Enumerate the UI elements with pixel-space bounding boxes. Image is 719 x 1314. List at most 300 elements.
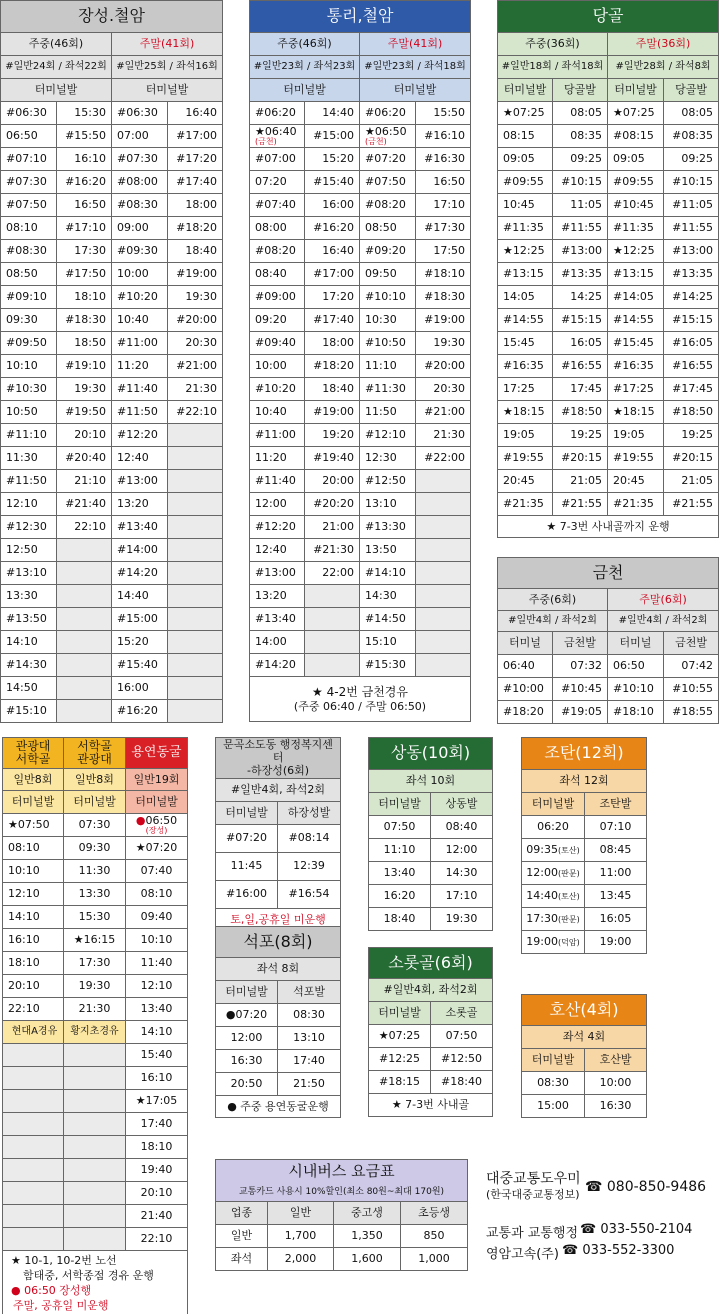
time-cell [305,654,360,677]
time-cell: 17:40 [278,1050,341,1073]
time-cell [3,1067,64,1090]
time-cell: ★07:25 [608,102,664,125]
time-cell: #18:30 [57,309,112,332]
time-cell: 13:50 [360,539,416,562]
time-cell: #10:20 [250,378,305,401]
time-cell: #10:45 [553,678,608,701]
time-cell [305,585,360,608]
time-cell [64,1159,126,1182]
table-row [498,240,719,263]
table-row [1,447,223,470]
time-cell: 15:00 [522,1095,585,1118]
time-cell: #13:30 [360,516,416,539]
time-cell: #10:50 [360,332,416,355]
time-cell: 20:45 [498,470,553,493]
time-cell: 18:10 [126,1136,188,1159]
mungok-note: 토,일,공휴일 미운행 [216,908,341,931]
time-cell: 19:40 [126,1159,188,1182]
table-row [498,470,719,493]
time-cell: #08:30 [1,240,57,263]
hosan-table [521,994,647,1118]
time-cell: 07:40 [126,860,188,883]
dot-icon: ● [225,1008,236,1022]
time-cell: 16:30 [585,1095,647,1118]
time-cell: 08:15 [498,125,553,148]
time-cell [3,1205,64,1228]
time-cell: #18:20 [168,217,223,240]
time-cell: #10:30 [1,378,57,401]
time-cell: 13:10 [360,493,416,516]
table-row [3,975,188,998]
table-row [498,355,719,378]
time-cell: #10:45 [608,194,664,217]
time-cell [416,516,471,539]
time-cell: #13:35 [664,263,719,286]
time-cell: 22:00 [305,562,360,585]
danggol-weekday-seats: #일반18회 / 좌석18회 [498,56,608,79]
time-cell: 10:50 [1,401,57,424]
table-row [216,1248,468,1271]
time-cell: 19:30 [431,908,493,931]
table-row [498,401,719,424]
table-row [1,585,223,608]
table-row [3,837,188,860]
sorotgol-col-1: 소롯골 [431,1002,493,1025]
table-row [3,1067,188,1090]
table-row [3,1182,188,1205]
sangdong-col-0: 터미널발 [369,793,431,816]
table-row [498,678,719,701]
time-cell: 1,600 [334,1248,401,1271]
time-cell [522,931,585,954]
table-row [1,378,223,401]
danggol-title: 당골 [498,1,719,33]
mungok-col-0: 터미널발 [216,801,278,824]
time-cell: #21:55 [664,493,719,516]
time-cell [416,608,471,631]
time-cell: 13:10 [278,1027,341,1050]
time-cell [522,885,585,908]
time-cell: #13:00 [553,240,608,263]
time-cell: 18:10 [57,286,112,309]
time-cell: 14:40 [305,102,360,125]
time-cell [3,1044,64,1067]
time-cell: #11:40 [250,470,305,493]
time-cell: 21:30 [64,998,126,1021]
time-cell: #14:30 [1,654,57,677]
time-cell: 15:50 [416,102,471,125]
time-cell [168,608,223,631]
time-cell: #14:55 [498,309,553,332]
time-cell: #19:00 [168,263,223,286]
time-cell: 13:30 [1,585,57,608]
table-row [498,447,719,470]
time-cell: #13:40 [250,608,305,631]
mungok-col-1: 하장성발 [278,801,341,824]
time-cell: ★12:25 [498,240,553,263]
table-row [250,631,471,654]
time-cell [522,862,585,885]
time-cell: 09:25 [664,148,719,171]
table-row [1,562,223,585]
table-row [522,908,647,931]
time-cell: 06:50 [1,125,57,148]
time-cell [416,562,471,585]
time-cell [168,447,223,470]
table-row [250,240,471,263]
contact-company-phone: ☎ 033-552-3300 [562,1243,675,1258]
danggol-weekend: 주말(36회) [608,33,719,56]
gwangwang-count-1: 일반8회 [3,769,64,791]
time-cell: 황지초경유 [64,1021,126,1044]
time-cell: #14:10 [360,562,416,585]
gwangwang-dep-3: 터미널발 [126,791,188,814]
time-cell: #14:05 [608,286,664,309]
time-cell: #11:00 [112,332,168,355]
time-cell: 21:30 [416,424,471,447]
sangdong-title: 상동(10회) [369,738,493,770]
tongri-weekday-dep: 터미널발 [250,79,360,102]
mungok-title: 문곡소도동 행정복지센터 -하장성(6회) [216,738,341,779]
time-cell: #14:20 [250,654,305,677]
table-row [3,883,188,906]
table-row [3,1113,188,1136]
seokpo-note-cell [216,1096,341,1118]
time-cell: #07:40 [250,194,305,217]
time-cell: 08:50 [1,263,57,286]
time-cell: 07:10 [585,816,647,839]
time-cell: 14:25 [553,286,608,309]
table-row [250,424,471,447]
time-cell: #17:10 [57,217,112,240]
time-cell: 09:20 [250,309,305,332]
table-row [522,1072,647,1095]
time-cell: 13:40 [126,998,188,1021]
table-row [1,608,223,631]
time-cell: #11:55 [553,217,608,240]
time-cell: 12:50 [1,539,57,562]
gwangwang-head-2: 서학골 관광대 [64,738,126,769]
time-cell: 16:00 [112,677,168,700]
jotan-time: 12:00 [526,866,558,880]
gwangwang-dep-1: 터미널발 [3,791,64,814]
contact-dept: 교통과 교통행정 [486,1226,579,1241]
time-cell: #07:00 [250,148,305,171]
time-cell: 22:10 [57,516,112,539]
time-cell: #17:25 [608,378,664,401]
time-cell: 19:30 [168,286,223,309]
time-cell: 22:10 [126,1228,188,1251]
time-cell: 10:10 [126,929,188,952]
time-cell: 16:10 [126,1067,188,1090]
time-cell: 15:30 [57,102,112,125]
time-cell: #21:00 [416,401,471,424]
time-cell: 16:20 [369,885,431,908]
seokpo-table [215,926,341,1118]
time-cell: #15:00 [305,125,360,148]
table-row [3,906,188,929]
time-cell: #16:55 [664,355,719,378]
table-row [3,814,188,837]
time-cell: ★06:50 (금천) [360,125,416,148]
time-cell: #09:55 [608,171,664,194]
route-annotation: (금천) [255,137,277,146]
time-cell [57,700,112,723]
time-cell: #18:20 [305,355,360,378]
time-cell: #07:20 [216,824,278,852]
time-cell: #17:30 [416,217,471,240]
jotan-time: 19:00 [526,935,558,949]
time-cell: 07:50 [369,816,431,839]
sangdong-seats: 좌석 10회 [369,770,493,793]
time-cell: #17:00 [305,263,360,286]
time-cell: 10:10 [1,355,57,378]
mungok-rows [216,824,341,908]
time-cell: ★16:15 [64,929,126,952]
time-cell: #18:10 [416,263,471,286]
jotan-route-note: (덕암) [558,938,580,948]
time-cell: 14:30 [431,862,493,885]
danggol-col-2: 터미널발 [608,79,664,102]
table-row [1,677,223,700]
time-cell: #12:10 [360,424,416,447]
time-cell: #13:40 [112,516,168,539]
table-row [250,562,471,585]
table-row [1,631,223,654]
time-cell: ★12:25 [608,240,664,263]
time-cell: #21:55 [553,493,608,516]
time-cell: #14:00 [112,539,168,562]
time-cell: #07:30 [112,148,168,171]
time-cell: #11:00 [250,424,305,447]
time-cell: 21:05 [664,470,719,493]
table-row [250,194,471,217]
time-cell [64,1205,126,1228]
time-cell: 16:05 [585,908,647,931]
time-cell: #10:15 [664,171,719,194]
table-row [3,1228,188,1251]
time-cell [3,1136,64,1159]
route-annotation: (장성) [145,826,168,835]
table-row [522,862,647,885]
time-cell: #20:00 [168,309,223,332]
time-cell: 08:05 [553,102,608,125]
jangseong-weekday: 주중(46회) [1,33,112,56]
time-cell: 11:20 [112,355,168,378]
seokpo-title: 석포(8회) [216,927,341,958]
time-cell: 16:10 [57,148,112,171]
table-row [498,263,719,286]
fare-col-0: 업종 [216,1202,268,1225]
time-cell: #11:55 [664,217,719,240]
time-cell [416,585,471,608]
time-cell: 14:10 [3,906,64,929]
time-cell [64,1113,126,1136]
time-cell: 13:45 [585,885,647,908]
time-cell: 19:00 [585,931,647,954]
seokpo-rows [216,1004,341,1096]
time-cell: #19:10 [57,355,112,378]
time-cell: 08:30 [278,1004,341,1027]
time-cell: 12:00 [250,493,305,516]
time-cell: #15:40 [305,171,360,194]
time-cell: #07:20 [360,148,416,171]
time-cell: 17:20 [305,286,360,309]
time-cell: #13:00 [250,562,305,585]
table-row [1,171,223,194]
time-cell [3,1159,64,1182]
time-cell: 12:10 [126,975,188,998]
time-cell: #11:50 [112,401,168,424]
geumcheon-weekday-seats: #일반4회 / 좌석2회 [498,611,608,632]
time-cell: 15:20 [305,148,360,171]
time-cell: #15:00 [112,608,168,631]
time-cell [305,631,360,654]
time-cell: #16:00 [216,880,278,908]
mungok-seats: #일반4회, 좌석2회 [216,778,341,801]
seokpo-seats: 좌석 8회 [216,958,341,981]
table-row [3,929,188,952]
table-row [250,470,471,493]
table-row [369,885,493,908]
table-row [498,148,719,171]
time-cell: 07:00 [112,125,168,148]
time-cell: #16:20 [305,217,360,240]
time-cell: #11:50 [1,470,57,493]
time-cell: 좌석 [216,1248,268,1271]
time-cell: 10:00 [112,263,168,286]
time-cell [416,470,471,493]
time-cell: 12:39 [278,852,341,880]
time-cell: 08:00 [250,217,305,240]
time-cell: #10:15 [553,171,608,194]
time-cell: #17:50 [57,263,112,286]
time-cell [522,839,585,862]
contact-helper-name: 대중교통도우미 [486,1171,581,1187]
jotan-route-note: (토산) [558,846,580,856]
time-cell: #20:15 [664,447,719,470]
time-cell: 17:50 [416,240,471,263]
time-cell: #19:40 [305,447,360,470]
table-row [498,378,719,401]
time-cell [168,539,223,562]
sangdong-rows [369,816,493,931]
time-cell: #12:20 [250,516,305,539]
time-cell: 18:40 [305,378,360,401]
hosan-rows [522,1072,647,1118]
gwangwang-table [2,737,188,1314]
time-cell: #13:00 [664,240,719,263]
time-cell: 19:05 [608,424,664,447]
time-cell: #07:50 [1,194,57,217]
time-cell [416,539,471,562]
gwangwang-dep-2: 터미널발 [64,791,126,814]
sorotgol-rows [369,1025,493,1094]
time-cell [64,1090,126,1113]
time-cell: 17:25 [498,378,553,401]
table-row [250,286,471,309]
time-cell: #16:55 [553,355,608,378]
time-cell: #16:30 [416,148,471,171]
time-cell: 19:20 [305,424,360,447]
time-cell: 20:30 [416,378,471,401]
danggol-col-3: 당골발 [664,79,719,102]
time-cell [64,1136,126,1159]
table-row [1,332,223,355]
time-cell: 10:00 [250,355,305,378]
time-cell: 17:30 [57,240,112,263]
time-cell: 09:05 [498,148,553,171]
time-cell: 16:40 [168,102,223,125]
tongri-weekday-seats: #일반23회 / 좌석23회 [250,56,360,79]
time-cell: #09:55 [498,171,553,194]
time-cell: 14:50 [1,677,57,700]
time-cell: 08:05 [664,102,719,125]
table-row [1,217,223,240]
time-cell: 850 [401,1225,468,1248]
geumcheon-weekday: 주중(6회) [498,589,608,611]
time-cell: #10:10 [360,286,416,309]
table-row [1,148,223,171]
contact-helper-org: (한국대중교통정보) [486,1187,580,1201]
table-row [498,286,719,309]
table-row [250,217,471,240]
time-cell: #18:30 [416,286,471,309]
danggol-col-0: 터미널발 [498,79,553,102]
time-cell: 19:30 [57,378,112,401]
table-row [1,194,223,217]
time-cell: 1,700 [268,1225,334,1248]
hosan-col-0: 터미널발 [522,1049,585,1072]
time-cell: #12:20 [112,424,168,447]
jotan-route-note: (판문) [558,915,580,925]
time-cell: ★07:50 [3,814,64,837]
geumcheon-rows [498,655,719,724]
time-cell: 17:40 [126,1113,188,1136]
jangseong-weekday-dep: 터미널발 [1,79,112,102]
jangseong-title: 장성.철암 [1,1,223,33]
time-cell: 12:00 [431,839,493,862]
time-cell: #14:55 [608,309,664,332]
fare-title: 시내버스 요금표 [216,1160,468,1184]
table-row [1,493,223,516]
table-row [1,263,223,286]
table-row [1,240,223,263]
sorotgol-seats: #일반4회, 좌석2회 [369,979,493,1002]
route-annotation: (금천) [365,137,387,146]
time-cell: 20:00 [305,470,360,493]
time-cell: #09:50 [1,332,57,355]
table-row [250,263,471,286]
danggol-table [497,0,719,538]
time-cell: 08:10 [1,217,57,240]
time-cell: 18:40 [168,240,223,263]
table-row [250,332,471,355]
time-cell: ●06:50 (장성) [126,814,188,837]
tongri-weekend: 주말(41회) [360,33,471,56]
time-cell: 08:10 [3,837,64,860]
time-cell: 07:30 [64,814,126,837]
table-row [3,860,188,883]
time-cell: 12:40 [112,447,168,470]
time-cell: #22:00 [416,447,471,470]
table-row [250,355,471,378]
time-cell: 09:30 [64,837,126,860]
time-cell: 10:10 [3,860,64,883]
time-cell [57,562,112,585]
time-cell: #17:00 [168,125,223,148]
table-row [369,839,493,862]
